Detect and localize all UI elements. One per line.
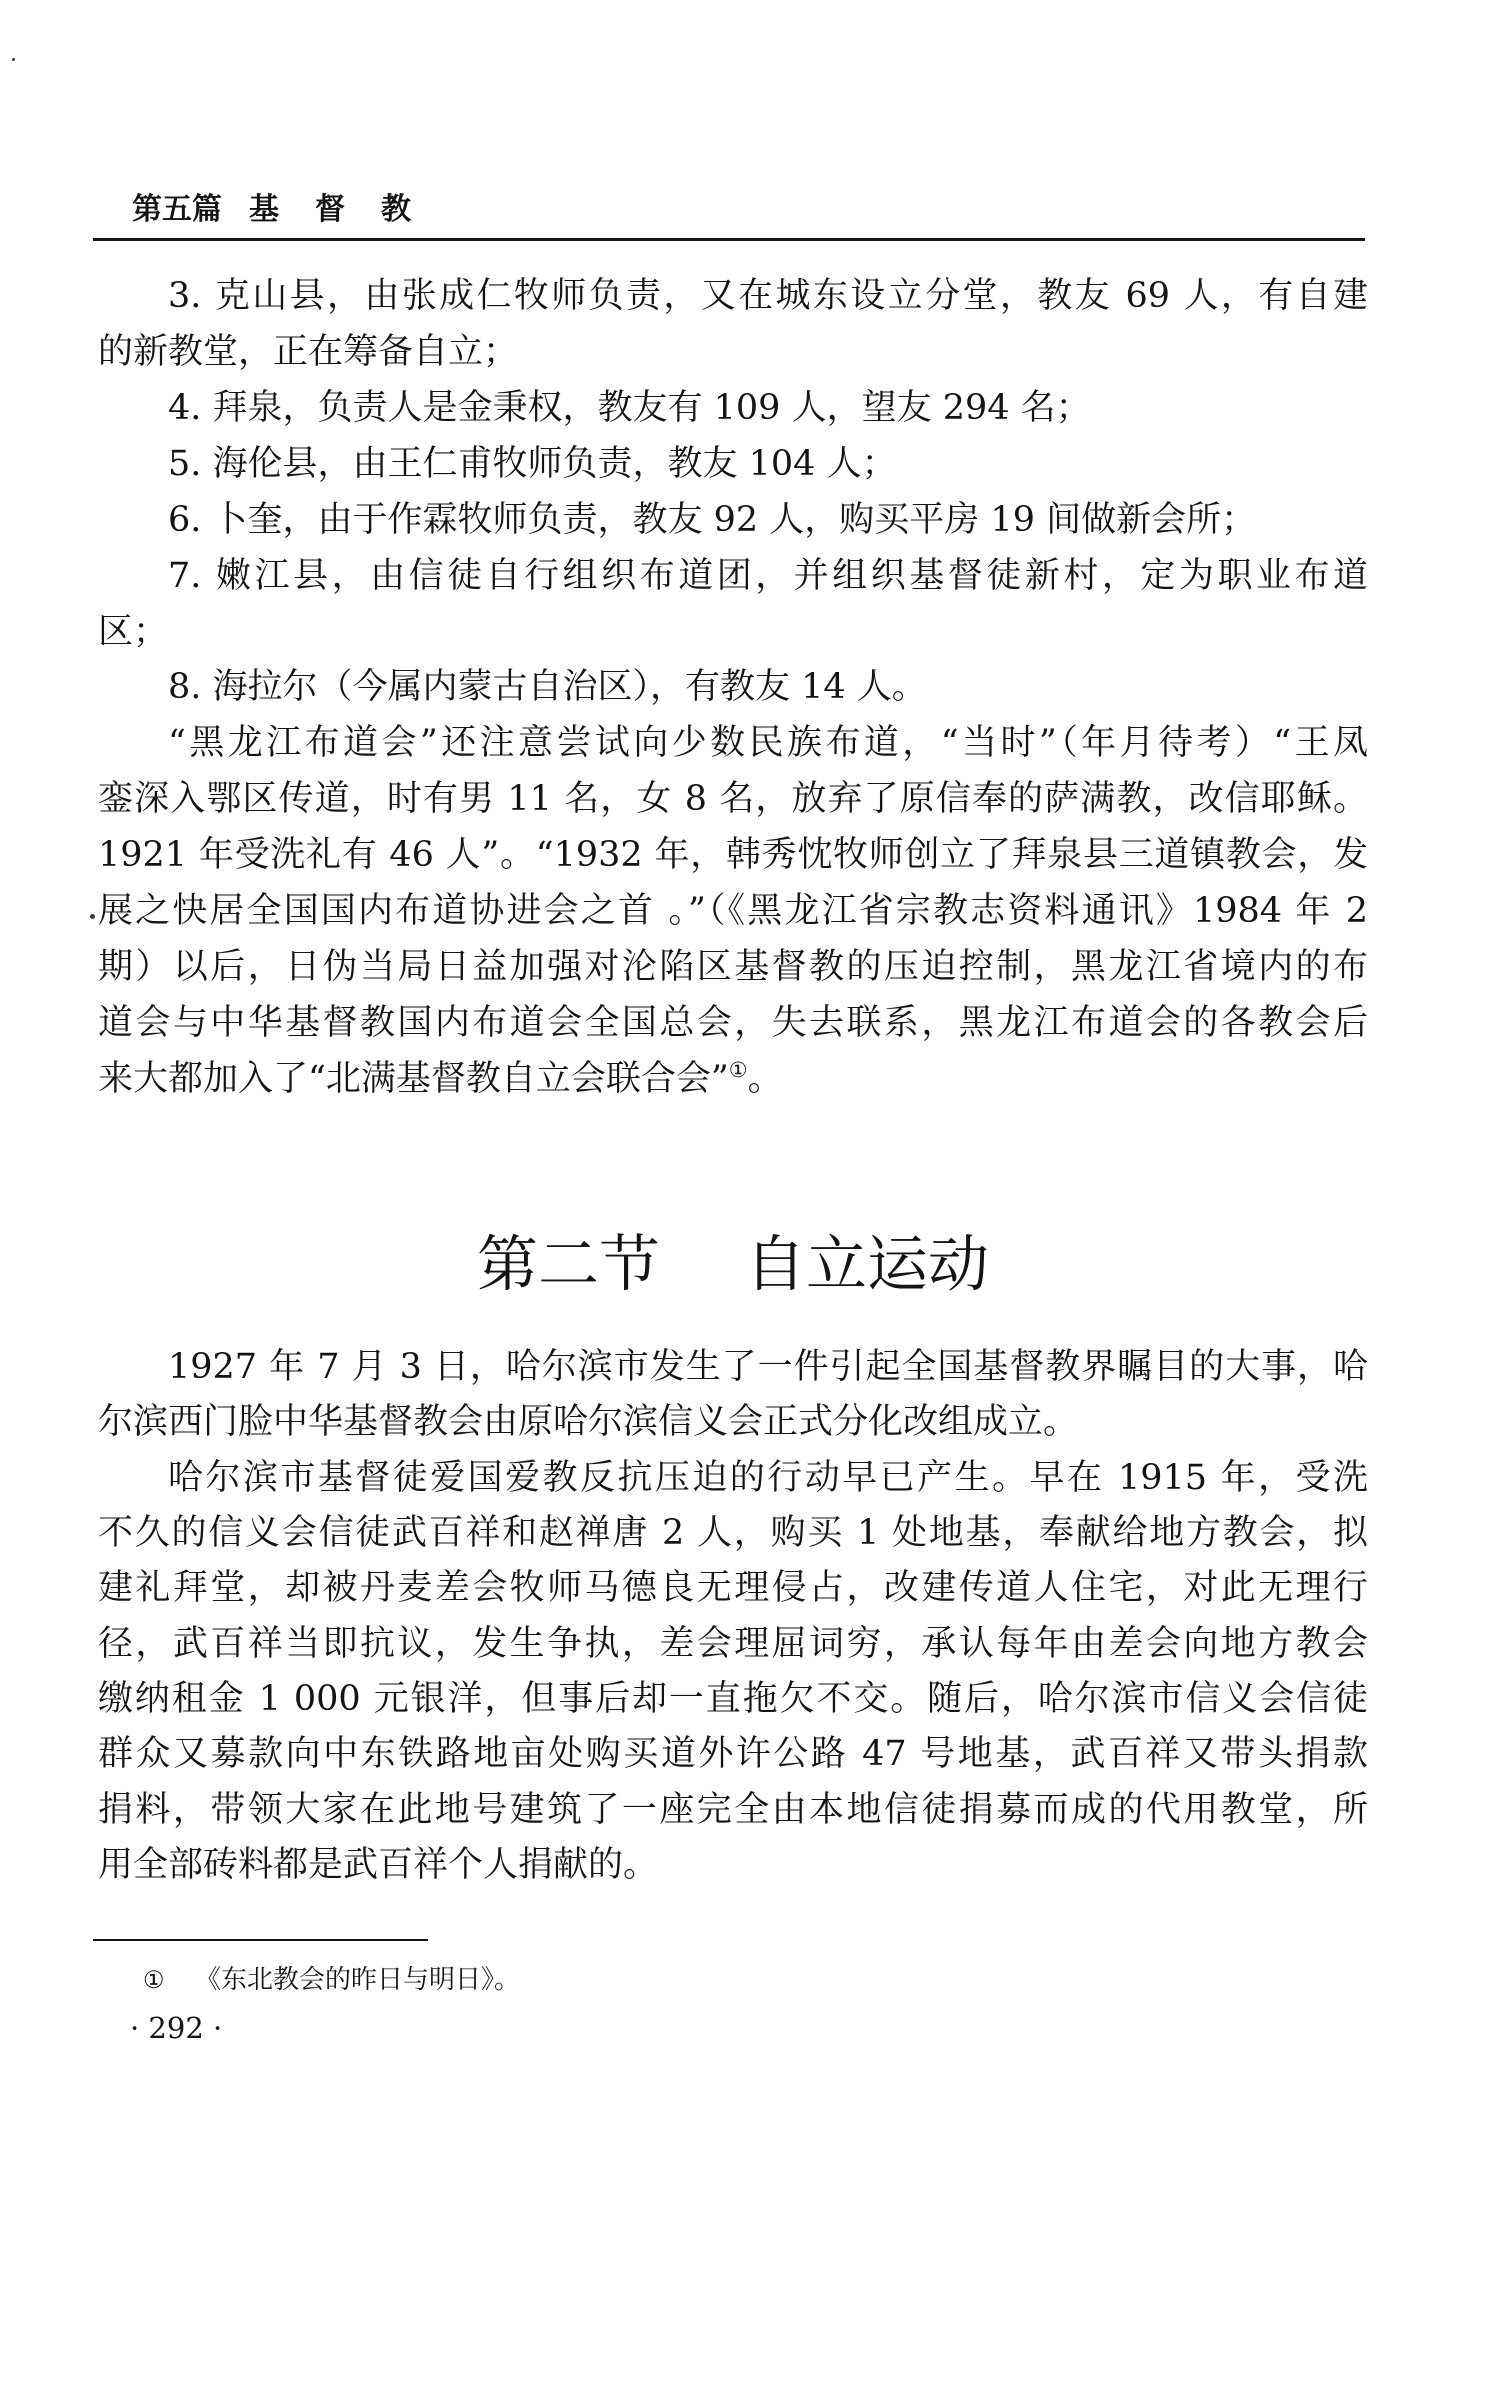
paragraph-line: “黑龙江布道会”还注意尝试向少数民族布道，“当时”（年月待考）“王凤 [168,723,1368,764]
list-item-line: 4. 拜泉，负责人是金秉权，教友有 109 人，望友 294 名； [168,387,1091,428]
paragraph-line: 銮深入鄂区传道，时有男 11 名，女 8 名，放弃了原信奉的萨满教，改信耶稣。 [98,779,1368,820]
paragraph-line: 用全部砖料都是武百祥个人捐献的。 [98,1844,659,1885]
footnote-rule [93,1939,428,1941]
header-rule [93,238,1365,241]
list-item-line: 8. 海拉尔（今属内蒙古自治区），有教友 14 人。 [168,667,927,708]
paragraph-line: 期）以后，日伪当局日益加强对沦陷区基督教的压迫控制，黑龙江省境内的布 [98,947,1368,988]
paragraph-line: 缴纳租金 1 000 元银洋，但事后却一直拖欠不交。随后，哈尔滨市信义会信徒 [98,1678,1368,1719]
scan-speck [12,58,15,61]
footnote-ref: ① [728,1057,748,1082]
paragraph-line: 哈尔滨市基督徒爱国爱教反抗压迫的行动早已产生。早在 1915 年，受洗 [168,1457,1368,1498]
paragraph-line [98,1052,1368,1108]
list-item-line: 区； [98,611,169,652]
page-number: · 292 · [130,2011,223,2045]
section-title: 自立运动 [745,1229,990,1300]
paragraph-line: 不久的信义会信徒武百祥和赵禅唐 2 人，购买 1 处地基，奉献给地方教会，拟 [98,1512,1368,1553]
paragraph-line-tail: 。 [747,1058,783,1099]
section-one-body [98,269,1368,1108]
section-number: 第二节 [477,1229,661,1300]
list-item-line: 6. 卜奎，由于作霖牧师负责，教友 92 人，购买平房 19 间做新会所； [168,499,1257,540]
list-item-line: 7. 嫩江县，由信徒自行组织布道团，并组织基督徒新村，定为职业布道 [168,555,1368,596]
paragraph-line: 群众又募款向中东铁路地亩处购买道外许公路 47 号地基，武百祥又带头捐款 [98,1734,1368,1775]
section-two-body [98,1340,1368,1893]
part-title: 基督教 [249,192,447,227]
part-label: 第五篇 [132,192,222,227]
paragraph-line: 捐料，带领大家在此地号建筑了一座完全由本地信徒捐募而成的代用教堂，所 [98,1789,1368,1830]
footnote-marker: ① [143,1966,165,1994]
paragraph-line: 道会与中华基督教国内布道会全国总会，失去联系，黑龙江布道会的各教会后 [98,1002,1368,1043]
paragraph-line: 径，武百祥当即抗议，发生争执，差会理屈词穷，承认每年由差会向地方教会 [98,1623,1368,1664]
list-item-line: 3. 克山县，由张成仁牧师负责，又在城东设立分堂，教友 69 人，有自建 [168,276,1368,316]
scan-speck [90,914,95,919]
paragraph-line: 建礼拜堂，却被丹麦差会牧师马德良无理侵占，改建传道人住宅，对此无理行 [98,1568,1368,1609]
paragraph-line: 1921 年受洗礼有 46 人”。“1932 年，韩秀忱牧师创立了拜泉县三道镇教会，发 [98,835,1368,876]
paragraph-line-text: 来大都加入了“北满基督教自立会联合会” [98,1058,729,1099]
footnote-text: 《东北教会的昨日与明日》。 [195,1965,521,1995]
paragraph-line: 尔滨西门脸中华基督教会由原哈尔滨信义会正式分化改组成立。 [98,1402,1079,1443]
paragraph-line: 1927 年 7 月 3 日，哈尔滨市发生了一件引起全国基督教界瞩目的大事，哈 [168,1347,1368,1387]
list-item-line: 的新教堂，正在筹备自立； [98,331,519,372]
list-item-line: 5. 海伦县，由王仁甫牧师负责，教友 104 人； [168,443,897,484]
paragraph-line: 展之快居全国国内布道协进会之首 。”（《黑龙江省宗教志资料通讯》1984 年 2 [98,891,1368,932]
